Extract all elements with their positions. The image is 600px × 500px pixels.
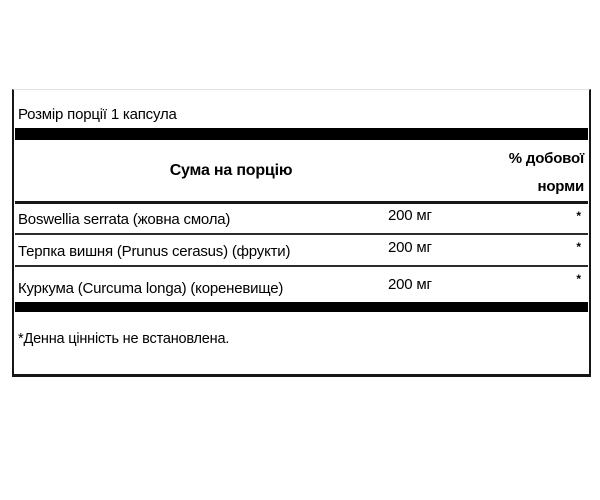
ingredient-amount: 200 мг [388, 239, 432, 256]
ingredient-amount: 200 мг [388, 276, 432, 293]
amount-per-serving-header: Сума на порцію [169, 162, 293, 179]
ingredient-name: Терпка вишня (Prunus cerasus) (фрукти) [18, 243, 291, 260]
daily-value-asterisk: * [576, 240, 581, 254]
daily-value-header-line2: норми [537, 178, 584, 195]
daily-value-header-line1: % добової [508, 150, 584, 167]
ingredient-amount: 200 мг [388, 207, 432, 224]
daily-value-asterisk: * [576, 272, 581, 286]
daily-value-asterisk: * [576, 209, 581, 223]
table-header [14, 140, 589, 201]
daily-value-header [509, 145, 584, 201]
serving-size-text: Розмір порції 1 капсула [18, 106, 177, 123]
ingredient-row [15, 235, 588, 267]
separator-bar-top [15, 128, 588, 140]
separator-bar-bottom [15, 302, 588, 312]
serving-size-row [14, 90, 589, 128]
footnote-text: *Денна цінність не встановлена. [18, 331, 230, 347]
ingredient-name: Boswellia serrata (жовна смола) [18, 211, 231, 228]
ingredient-name: Куркума (Curcuma longa) (кореневище) [18, 280, 284, 297]
ingredient-row [15, 204, 588, 235]
ingredient-row [15, 267, 588, 302]
supplement-facts-panel [12, 89, 591, 377]
